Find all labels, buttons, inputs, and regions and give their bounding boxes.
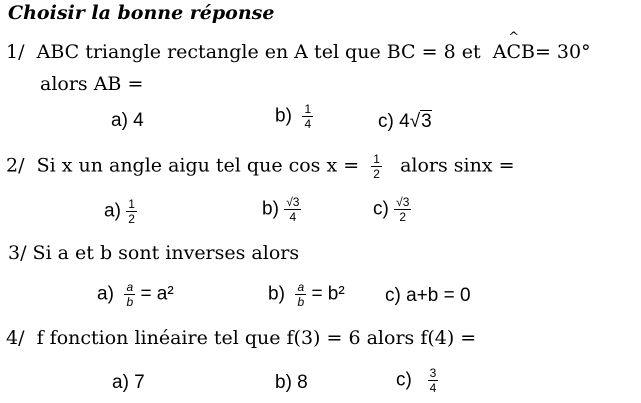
fraction: $\frac{1}{2}$ xyxy=(128,197,135,226)
q2-answer-a[interactable]: a) $\frac{1}{2}$ xyxy=(104,197,135,226)
question-3 xyxy=(8,242,299,264)
fraction: $\frac{1}{2}$ xyxy=(373,152,380,181)
question-3-text: Si a et b sont inverses alors xyxy=(32,242,300,264)
question-2-number: 2/ xyxy=(6,154,25,177)
question-2-end: alors sinx = xyxy=(400,154,515,177)
fraction: $\frac{√3}{4}$ xyxy=(286,195,300,224)
question-1-line-2: alors AB = xyxy=(40,73,144,95)
fraction: $\frac{√3}{2}$ xyxy=(396,195,410,224)
sqrt-sign: √ xyxy=(409,111,421,132)
q4-answer-a[interactable]: a) 7 xyxy=(112,372,145,393)
question-3-number: 3/ xyxy=(8,242,27,264)
q2-answer-c[interactable]: c) $\frac{√3}{2}$ xyxy=(373,195,410,224)
angle-expression: A^ CB= 30° xyxy=(493,41,591,63)
question-1-text: ABC triangle rectangle en A tel que BC = 8 et xyxy=(36,41,481,63)
page-title: Choisir la bonne réponse xyxy=(8,2,275,24)
q3-answer-b[interactable]: b) $\frac{a}{b}$ = b² xyxy=(268,280,345,309)
question-4-text: f fonction linéaire tel que f(3) = 6 alors f(4) = xyxy=(36,327,477,349)
question-4 xyxy=(6,327,476,349)
question-2 xyxy=(6,153,515,180)
fraction: $\frac{a}{b}$ xyxy=(297,280,305,309)
question-2-text: Si x un angle aigu tel que cos x = xyxy=(36,154,360,177)
q1-answer-a[interactable]: a) 4 xyxy=(111,110,144,131)
q1-answer-b[interactable]: b) $\frac{1}{4}$ xyxy=(275,102,312,131)
q1-answer-c[interactable]: c) 4√3 xyxy=(378,111,432,132)
q4-answer-c[interactable]: c) $\frac{3}{4}$ xyxy=(396,366,437,395)
q2-answer-b[interactable]: b) $\frac{√3}{4}$ xyxy=(262,195,300,224)
q4-answer-b[interactable]: b) 8 xyxy=(275,372,308,393)
fraction: $\frac{3}{4}$ xyxy=(429,366,437,395)
q3-answer-a[interactable]: a) $\frac{a}{b}$ = a² xyxy=(97,280,174,309)
question-4-number: 4/ xyxy=(6,327,25,349)
question-1-number: 1/ xyxy=(6,41,25,63)
fraction: $\frac{1}{4}$ xyxy=(304,102,312,131)
q3-answer-c[interactable]: c) a+b = 0 xyxy=(385,285,471,306)
fraction: $\frac{a}{b}$ xyxy=(126,280,134,309)
question-1 xyxy=(6,41,591,63)
